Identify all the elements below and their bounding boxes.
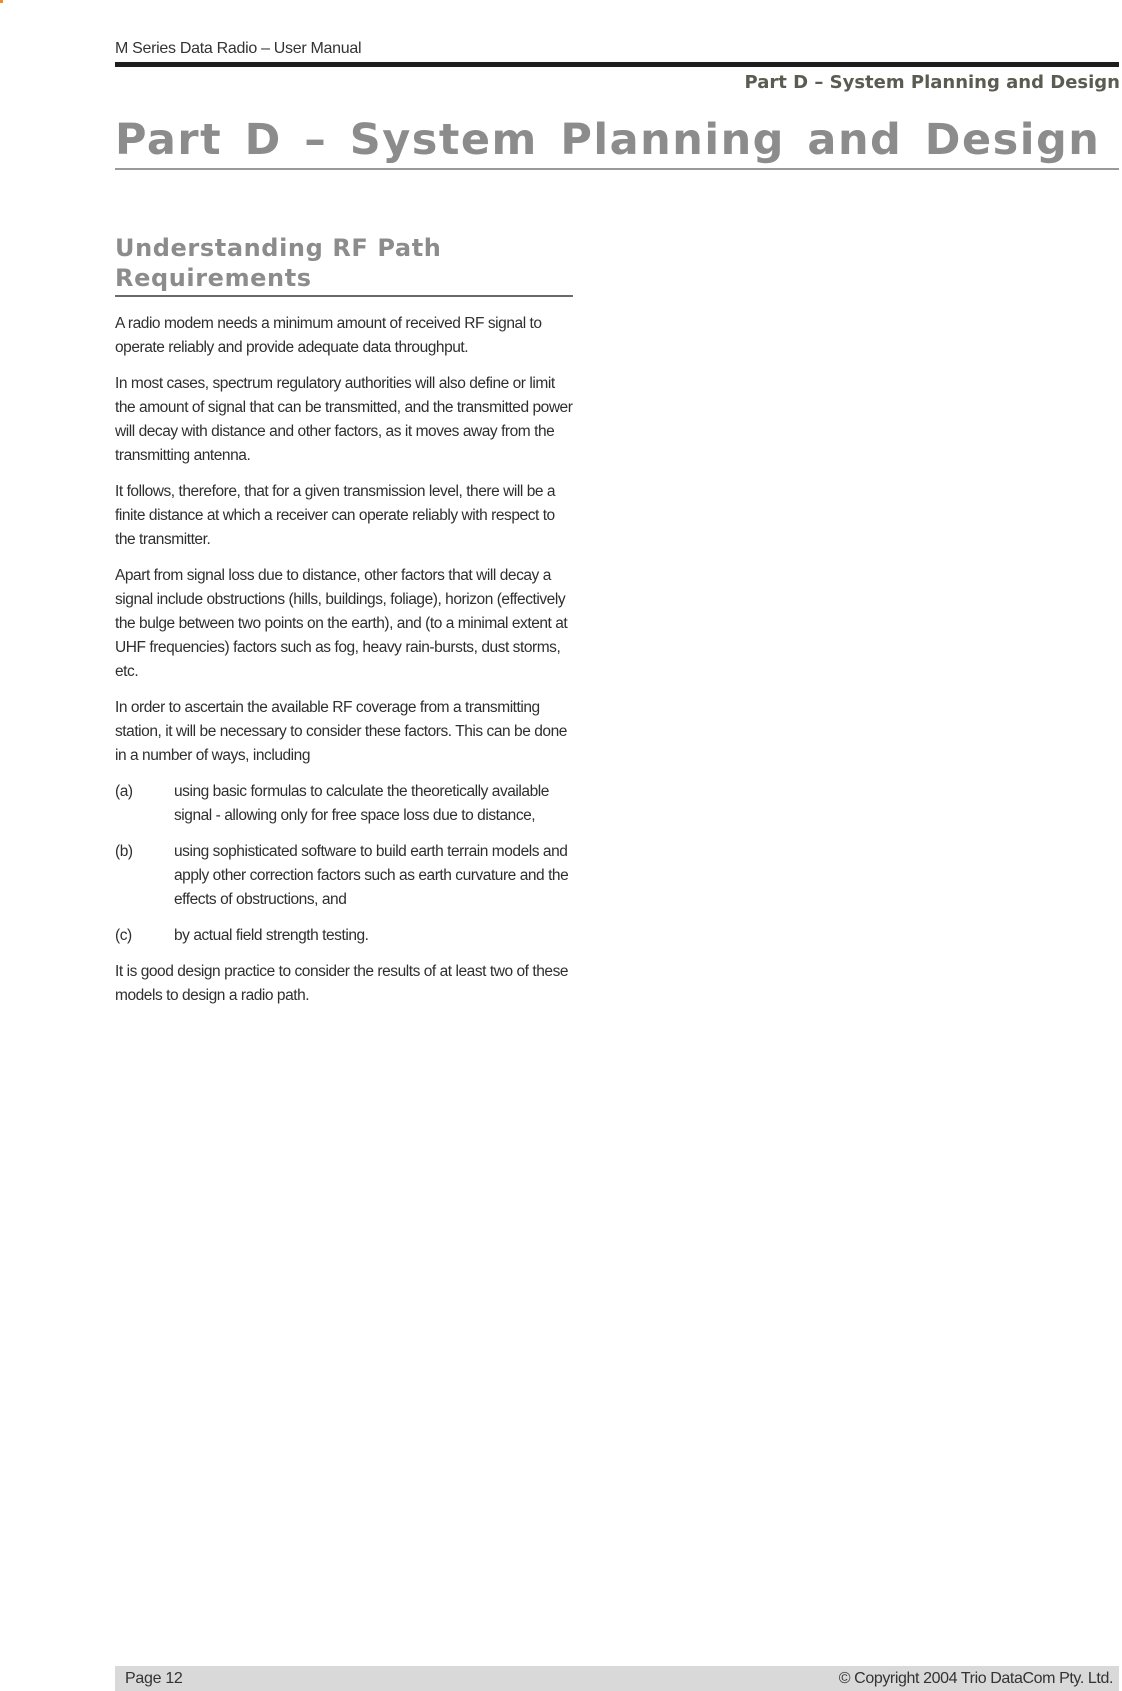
section-body: [115, 312, 577, 1020]
title-rule: [115, 168, 1119, 170]
list-marker: (c): [115, 927, 132, 944]
paragraph: A radio modem needs a minimum amount of received RF signal to operate reliably and provide adequate data throughput.: [115, 315, 542, 356]
paragraph: It follows, therefore, that for a given transmission level, there will be a finite distance at which a receiver can operate reliably with respect to the transmitter.: [115, 483, 556, 548]
paragraph: In order to ascertain the available RF coverage from a transmitting station, it will be necessary to consider these factors. This can be done in a number of ways, including: [115, 699, 567, 764]
corner-mark: [0, 0, 3, 3]
page-number: Page 12: [125, 1670, 183, 1687]
list-text: by actual field strength testing.: [174, 927, 369, 944]
page-title: Part D – System Planning and Design: [115, 115, 1101, 165]
list-item: [115, 840, 577, 912]
running-header: M Series Data Radio – User Manual: [115, 40, 362, 57]
list-marker: (a): [115, 783, 133, 800]
paragraph: In most cases, spectrum regulatory authorities will also define or limit the amount of signal that can be transmitted, and the transmitted power will decay with distance and other factors, as it moves away from the transmitting antenna.: [115, 375, 573, 464]
list-text: using sophisticated software to build earth terrain models and apply other correction factors such as earth curvature and the effects of obstructions, and: [174, 843, 569, 908]
paragraph: Apart from signal loss due to distance, other factors that will decay a signal include obstructions (hills, buildings, foliage), horizon (effectively the bulge between two points on the earth), and (to a minimal extent at UHF frequencies) factors such as fog, heavy rain-bursts, dust storms, etc.: [115, 567, 568, 680]
list-marker: (b): [115, 843, 133, 860]
section-label: Part D – System Planning and Design: [744, 72, 1120, 93]
footer-bar: [115, 1666, 1119, 1691]
list-item: [115, 780, 577, 828]
list-text: using basic formulas to calculate the theoretically available signal - allowing only for free space loss due to distance,: [174, 783, 549, 824]
closing-paragraph: It is good design practice to consider the results of at least two of these models to design a radio path.: [115, 963, 569, 1004]
section-heading: Understanding RF Path Requirements: [115, 234, 442, 292]
section-heading-rule: [115, 295, 573, 297]
header-rule: [115, 62, 1119, 67]
list-item: [115, 924, 577, 948]
copyright-notice: © Copyright 2004 Trio DataCom Pty. Ltd.: [838, 1670, 1113, 1687]
